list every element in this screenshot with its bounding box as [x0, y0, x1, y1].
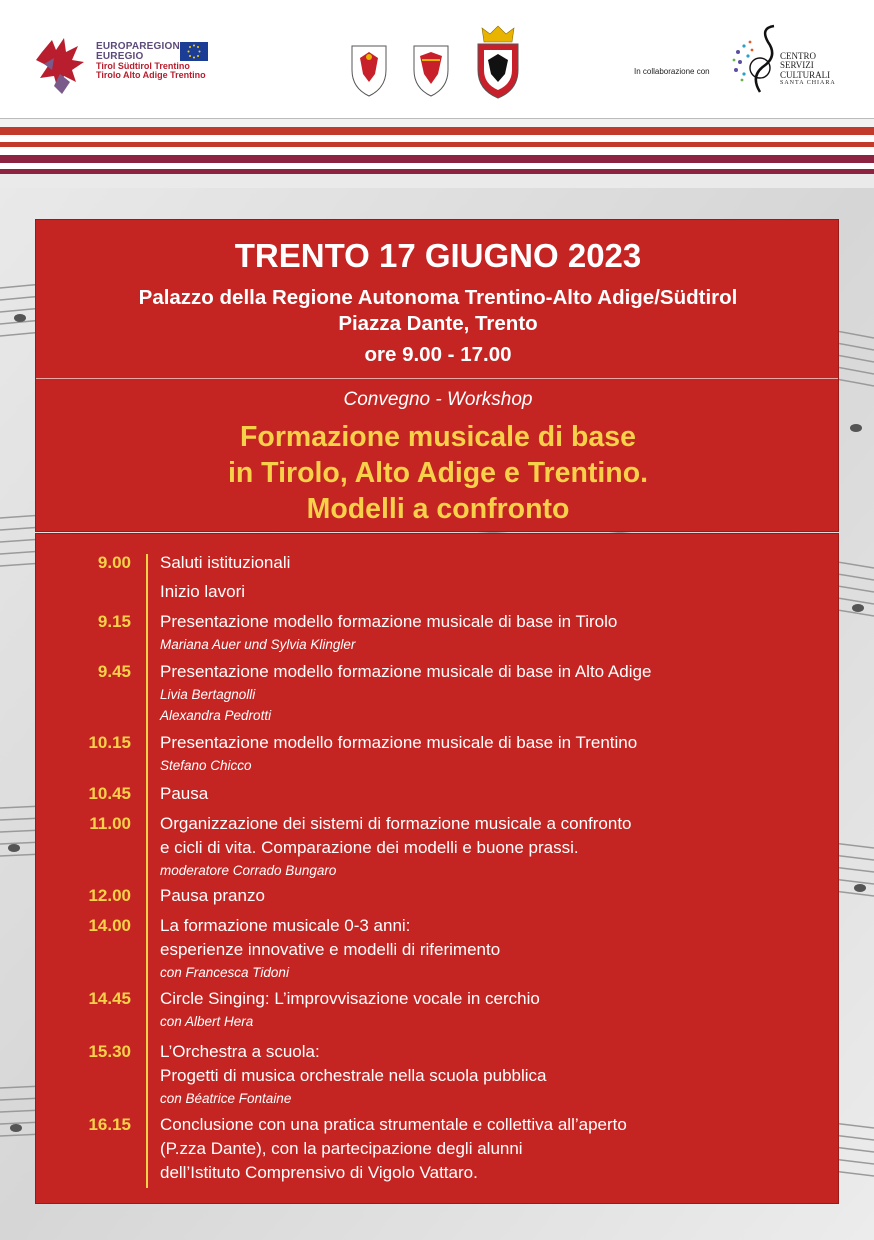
agenda-time: 9.15 — [97, 612, 131, 631]
event-kind: Convegno - Workshop — [343, 389, 533, 410]
agenda-content — [160, 551, 830, 575]
agenda-text: dell’Istituto Comprensivo di Vigolo Vattaro. — [160, 1163, 478, 1182]
agenda-speaker: con Albert Hera — [160, 1014, 254, 1029]
agenda-text: esperienze innovative e modelli di riferimento — [160, 940, 501, 959]
euregio-line2: EUREGIO — [96, 51, 144, 62]
eagle-logo-icon — [34, 34, 94, 98]
csc-line4: SANTA CHIARA — [780, 80, 836, 87]
venue-line2: Piazza Dante, Trento — [338, 312, 538, 335]
agenda-speaker: Stefano Chicco — [160, 758, 252, 773]
agenda-content — [160, 914, 830, 983]
agenda-text: La formazione musicale 0-3 anni: — [160, 916, 411, 935]
title-line1: Formazione musicale di base — [240, 421, 636, 453]
eu-flag-icon — [180, 42, 208, 61]
panel-divider — [36, 378, 838, 379]
collaboration-label: In collaborazione con — [634, 67, 710, 76]
agenda-content — [160, 884, 830, 908]
agenda-time: 9.45 — [97, 662, 131, 681]
title-line3: Modelli a confronto — [306, 493, 570, 525]
agenda-text: Presentazione modello formazione musicale di base in Tirolo — [160, 612, 618, 631]
agenda-content — [160, 1040, 830, 1109]
agenda-text: Pausa pranzo — [160, 886, 265, 905]
agenda-time: 16.15 — [88, 1115, 131, 1134]
agenda-text: Organizzazione dei sistemi di formazione musicale a confronto — [160, 814, 632, 833]
agenda-content — [160, 782, 830, 806]
agenda-text: Inizio lavori — [160, 582, 246, 601]
euregio-line4: Tirolo Alto Adige Trentino — [96, 70, 206, 80]
decorative-stripes — [0, 118, 874, 188]
agenda-text: e cicli di vita. Comparazione dei modelli e buone prassi. — [160, 838, 579, 857]
agenda-speaker: Mariana Auer und Sylvia Klingler — [160, 637, 356, 652]
euregio-logo — [34, 34, 224, 98]
agenda-text: (P.zza Dante), con la partecipazione degli alunni — [160, 1139, 523, 1158]
agenda-text: Presentazione modello formazione musicale di base in Alto Adige — [160, 662, 652, 681]
event-info-panel — [35, 219, 839, 532]
csc-line3: CULTURALI — [780, 69, 831, 80]
header-bar — [0, 0, 874, 118]
csc-logo — [730, 22, 842, 98]
agenda-content — [160, 1113, 830, 1185]
coats-of-arms — [348, 24, 528, 100]
csc-line1: CENTRO — [780, 51, 816, 61]
agenda-speaker: moderatore Corrado Bungaro — [160, 863, 337, 878]
agenda-text: Pausa — [160, 784, 209, 803]
agenda-text: L’Orchestra a scuola: — [160, 1042, 320, 1061]
agenda-content — [160, 610, 830, 655]
agenda-speaker: Livia Bertagnolli — [160, 687, 256, 702]
tirol-crest-icon — [352, 46, 386, 96]
csc-line2: SERVIZI — [780, 60, 814, 71]
agenda-text: Circle Singing: L’improvvisazione vocale in cerchio — [160, 989, 540, 1008]
agenda-content — [160, 987, 830, 1032]
agenda-speaker: Alexandra Pedrotti — [160, 708, 272, 723]
sudtirol-crest-icon — [414, 46, 448, 96]
agenda-content — [160, 660, 830, 726]
agenda-text: Saluti istituzionali — [160, 553, 291, 572]
agenda-content — [160, 731, 830, 776]
agenda-text: Conclusione con una pratica strumentale e collettiva all’aperto — [160, 1115, 627, 1134]
agenda-time: 9.00 — [97, 553, 131, 572]
agenda-speaker: con Francesca Tidoni — [160, 965, 289, 980]
agenda-list — [36, 534, 840, 1205]
agenda-time: 15.30 — [88, 1042, 131, 1061]
agenda-text: Progetti di musica orchestrale nella scuola pubblica — [160, 1066, 547, 1085]
event-title — [36, 419, 840, 527]
title-line2: in Tirolo, Alto Adige e Trentino. — [227, 457, 649, 489]
agenda-time: 10.15 — [88, 733, 131, 752]
agenda-panel — [35, 533, 839, 1204]
agenda-speaker: con Béatrice Fontaine — [160, 1091, 292, 1106]
agenda-content — [160, 812, 830, 881]
agenda-time: 14.45 — [88, 989, 131, 1008]
event-hours: ore 9.00 - 17.00 — [364, 343, 512, 366]
agenda-time: 12.00 — [88, 886, 131, 905]
agenda-content — [160, 580, 830, 604]
agenda-text: Presentazione modello formazione musicale di base in Trentino — [160, 733, 638, 752]
agenda-time: 10.45 — [88, 784, 131, 803]
agenda-time: 14.00 — [88, 916, 131, 935]
venue-line1: Palazzo della Regione Autonoma Trentino-Alto Adige/Südtirol — [138, 286, 738, 309]
event-venue — [36, 285, 840, 337]
euregio-line3: Tirol Südtirol Trentino — [96, 61, 190, 71]
event-date: TRENTO 17 GIUGNO 2023 — [234, 237, 642, 274]
agenda-time: 11.00 — [89, 814, 131, 833]
trentino-crest-icon — [478, 26, 518, 98]
euregio-line1: EUROPAREGION — [96, 41, 180, 52]
